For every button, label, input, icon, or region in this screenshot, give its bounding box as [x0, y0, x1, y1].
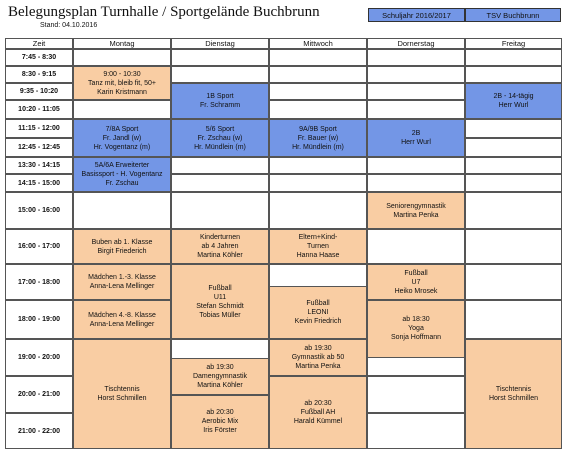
empty-slot [269, 49, 367, 66]
column-header-dienstag [171, 38, 269, 49]
time-slot [5, 157, 73, 174]
activity-line: 5/6 Sport [205, 125, 235, 133]
activity-di-kinder [171, 229, 269, 264]
time-label: 19:00 - 20:00 [17, 354, 61, 361]
time-label: 20:00 - 21:00 [17, 391, 61, 398]
activity-line: Anna-Lena Mellinger [89, 283, 155, 290]
activity-line: Aerobic Mix [201, 418, 239, 426]
empty-slot [269, 83, 367, 100]
activity-mo-78 [73, 119, 171, 157]
activity-line: Tischtennis [104, 386, 140, 393]
activity-line: Mädchen 1.-3. Klasse [88, 274, 156, 281]
empty-slot [367, 157, 465, 174]
empty-slot [73, 192, 171, 229]
activity-line: Herr Wurl [498, 102, 529, 109]
activity-mi-9a [269, 119, 367, 157]
empty-slot [367, 174, 465, 192]
activity-mi-fuah [269, 376, 367, 449]
activity-line: Fußball [208, 284, 232, 292]
column-header-mittwoch [269, 38, 367, 49]
time-label: 16:00 - 17:00 [17, 243, 61, 250]
activity-line: Kevin Friedrich [294, 317, 342, 325]
empty-slot [367, 376, 465, 413]
empty-slot [465, 66, 562, 83]
activity-do-yoga [367, 300, 465, 358]
time-label: 11:15 - 12:00 [18, 125, 60, 132]
empty-slot [269, 157, 367, 174]
column-header-label: Montag [109, 39, 135, 48]
activity-mi-gym50 [269, 339, 367, 376]
activity-mi-leoni [269, 286, 367, 339]
activity-mo-maed13 [73, 264, 171, 300]
activity-mo-buben [73, 229, 171, 264]
time-label: 12:45 - 12:45 [17, 144, 61, 151]
time-slot [5, 300, 73, 339]
activity-mo-tanz [73, 66, 171, 100]
time-label: 8:30 - 9:15 [21, 71, 57, 78]
activity-di-damen [171, 358, 269, 395]
empty-slot [465, 157, 562, 174]
column-header-montag [73, 38, 171, 49]
activity-line: 9:00 - 10:30 [103, 70, 141, 78]
time-label: 18:00 - 19:00 [17, 316, 61, 323]
time-slot [5, 100, 73, 119]
empty-slot [465, 229, 562, 264]
activity-line: 1B Sport [206, 93, 234, 100]
page-title: Belegungsplan Turnhalle / Sportgelände Buchbrunn [8, 4, 320, 20]
activity-line: ab 18:30 [402, 316, 430, 324]
empty-slot [367, 49, 465, 66]
activity-line: Fußball [404, 269, 428, 277]
activity-line: Martina Penka [393, 211, 439, 219]
activity-line: Martina Köhler [197, 252, 243, 259]
activity-line: ab 19:30 [304, 345, 332, 352]
activity-line: Stefan Schmidt [196, 302, 244, 310]
activity-line: Turnen [307, 243, 329, 250]
activity-line: ab 19:30 [206, 363, 234, 371]
empty-slot [269, 192, 367, 229]
empty-slot [465, 300, 562, 339]
activity-line: Harald Kümmel [293, 418, 343, 425]
column-header-freitag [465, 38, 562, 49]
activity-line: Anna-Lena Mellinger [89, 320, 155, 328]
empty-slot [465, 192, 562, 229]
time-label: 9:35 - 10:20 [19, 88, 59, 95]
column-header-label: Zeit [32, 39, 46, 48]
time-label: 14:15 - 15:00 [17, 179, 61, 187]
activity-line: Eltern+Kind- [298, 234, 338, 241]
empty-slot [171, 49, 269, 66]
time-label: 17:00 - 18:00 [17, 278, 61, 286]
verein-badge: TSV Buchbrunn [465, 8, 561, 22]
activity-do-fu7 [367, 264, 465, 300]
activity-do-senior [367, 192, 465, 229]
activity-line: 7/8A Sport [105, 125, 139, 133]
time-label: 21:00 - 22:00 [17, 427, 61, 435]
column-header-zeit [5, 38, 73, 49]
activity-line: Fr. Bauer (w) [297, 134, 339, 142]
empty-slot [269, 100, 367, 119]
activity-fr-2b14 [465, 83, 562, 119]
time-label: 10:20 - 11:05 [18, 106, 60, 113]
empty-slot [73, 49, 171, 66]
activity-line: Fr. Jandl (w) [102, 134, 142, 142]
activity-line: ab 4 Jahren [201, 243, 239, 250]
activity-line: ab 20:30 [206, 409, 234, 417]
empty-slot [367, 66, 465, 83]
activity-line: 2B [411, 130, 421, 137]
empty-slot [269, 174, 367, 192]
empty-slot [465, 174, 562, 192]
empty-slot [171, 66, 269, 83]
column-header-label: Dornerstag [397, 39, 435, 48]
stand-date: Stand: 04.10.2016 [40, 22, 98, 29]
empty-slot [73, 100, 171, 119]
empty-slot [465, 138, 562, 157]
time-slot [5, 264, 73, 300]
time-label: 7:45 - 8:30 [21, 54, 57, 61]
activity-line: Fr. Zschau (w) [197, 134, 243, 142]
activity-di-1b [171, 83, 269, 119]
empty-slot [367, 229, 465, 264]
activity-line: Horst Schmillen [488, 395, 538, 402]
time-slot [5, 66, 73, 83]
activity-line: Herr Wurl [401, 139, 431, 146]
activity-line: Buben ab 1. Klasse [91, 238, 153, 246]
activity-di-fu11 [171, 264, 269, 339]
activity-line: ab 20:30 [304, 400, 332, 407]
activity-line: Fr. Zschau [105, 180, 139, 187]
activity-line: Martina Penka [295, 363, 341, 370]
time-slot [5, 138, 73, 157]
time-slot [5, 174, 73, 192]
activity-line: Damengymnastik [192, 372, 248, 380]
activity-line: Heiko Mrosek [394, 287, 438, 295]
activity-line: Birgit Friederich [97, 247, 147, 255]
activity-line: Iris Förster [203, 427, 237, 435]
activity-line: Basissport - H. Vogentanz [81, 171, 163, 178]
activity-mo-maed48 [73, 300, 171, 339]
time-slot [5, 119, 73, 138]
column-header-donnerstag [367, 38, 465, 49]
activity-line: Horst Schmillen [97, 395, 147, 402]
activity-line: 2B - 14-tägig [493, 93, 534, 100]
empty-slot [269, 66, 367, 83]
activity-di-aerobic [171, 395, 269, 450]
activity-line: Yoga [408, 325, 424, 333]
empty-slot [465, 264, 562, 300]
activity-line: Hr. Mündlein (m) [194, 143, 246, 151]
activity-fr-tt [465, 339, 562, 449]
time-slot [5, 413, 73, 449]
activity-line: Karin Kristmann [97, 88, 147, 96]
empty-slot [367, 83, 465, 100]
activity-line: Tischtennis [495, 386, 532, 393]
activity-line: Fußball [306, 299, 330, 307]
time-slot [5, 192, 73, 229]
time-slot [5, 83, 73, 100]
empty-slot [465, 49, 562, 66]
activity-line: Kinderturnen [199, 234, 241, 241]
activity-line: Hr. Vogentanz (m) [93, 143, 151, 151]
activity-line: Hanna Haase [296, 252, 340, 259]
activity-line: Sonja Hoffmann [390, 334, 442, 342]
activity-line: U7 [411, 278, 421, 286]
column-header-label: Freitag [501, 39, 526, 48]
activity-di-56 [171, 119, 269, 157]
empty-slot [367, 413, 465, 449]
activity-mi-eltern [269, 229, 367, 264]
empty-slot [465, 119, 562, 138]
activity-line: Martina Köhler [197, 381, 243, 389]
activity-line: 5A/6A Erweiterter [94, 162, 150, 169]
activity-line: Seniorengymnastik [386, 202, 446, 210]
empty-slot [171, 174, 269, 192]
time-slot [5, 339, 73, 376]
activity-mo-56a [73, 157, 171, 192]
time-slot [5, 229, 73, 264]
time-slot [5, 49, 73, 66]
activity-line: Mädchen 4.-8. Klasse [88, 311, 156, 319]
activity-mo-tt [73, 339, 171, 449]
activity-line: Hr. Mündlein (m) [292, 143, 344, 151]
activity-line: Fußball AH [300, 409, 336, 416]
column-header-label: Dienstag [205, 39, 235, 48]
time-label: 13:30 - 14:15 [17, 162, 61, 169]
activity-line: Tobias Müller [199, 311, 241, 319]
activity-line: Tanz mit, bleib fit, 50+ [88, 79, 156, 87]
activity-do-2b [367, 119, 465, 157]
time-label: 15:00 - 16:00 [17, 207, 61, 214]
activity-line: 9A/9B Sport [299, 125, 337, 133]
activity-line: Fr. Schramm [199, 102, 241, 109]
schuljahr-badge: Schuljahr 2016/2017 [368, 8, 465, 22]
activity-line: LEONI [307, 308, 329, 316]
time-slot [5, 376, 73, 413]
empty-slot [171, 192, 269, 229]
empty-slot [367, 100, 465, 119]
empty-slot [171, 157, 269, 174]
column-header-label: Mittwoch [303, 39, 333, 48]
activity-line: Gymnastik ab 50 [291, 354, 345, 361]
activity-line: U11 [213, 293, 227, 301]
